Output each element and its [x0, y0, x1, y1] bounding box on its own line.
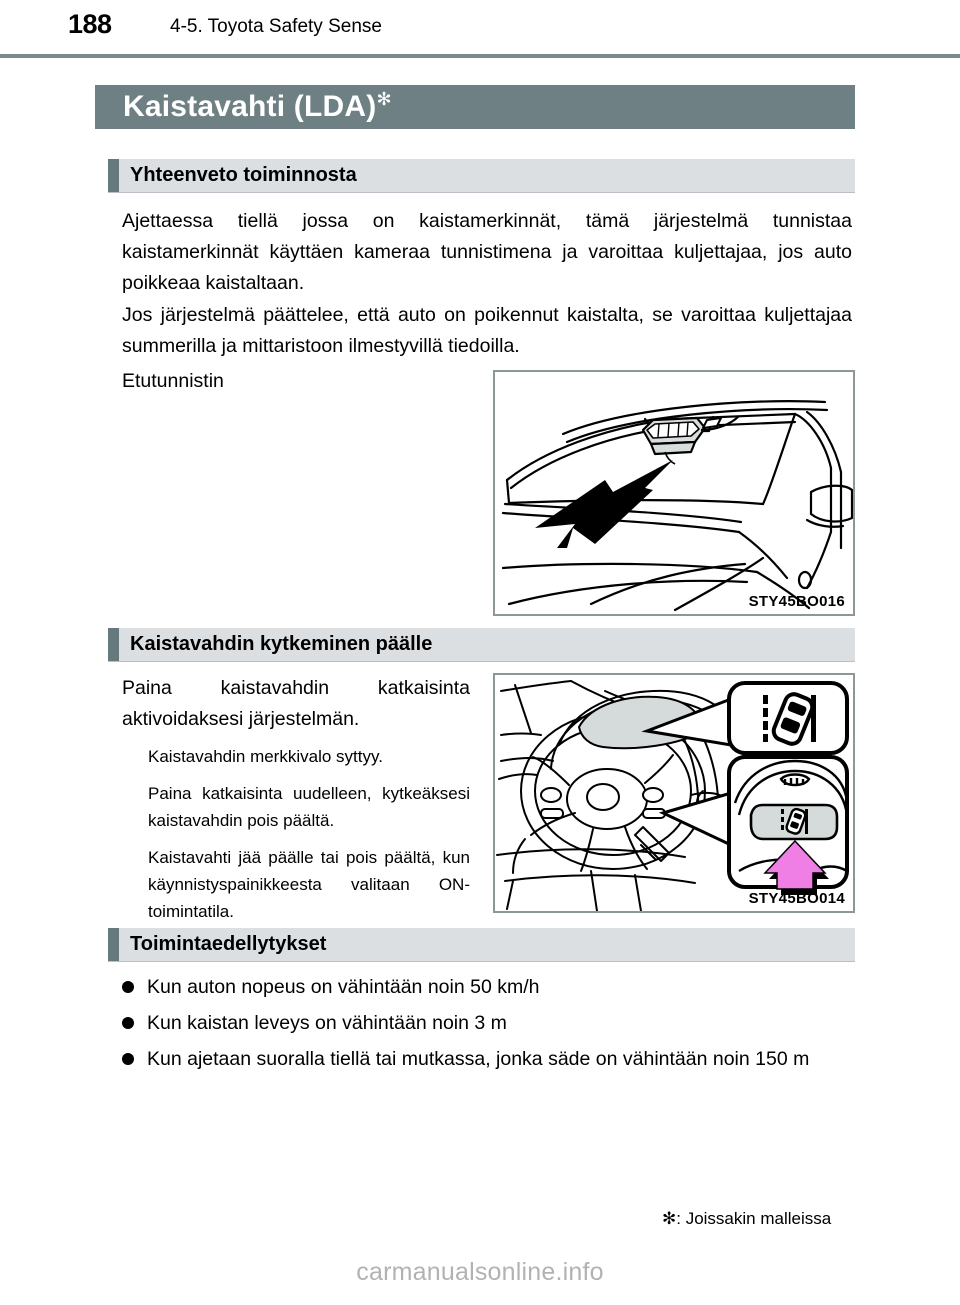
page-title-bar: [95, 85, 855, 129]
page-header: [0, 0, 960, 56]
bullet-dot-icon: [122, 1053, 134, 1065]
switching-on-paragraph-1: Paina kaistavahdin katkaisinta aktivoidaksesi järjestelmän.: [122, 677, 470, 730]
page-title: [123, 89, 392, 124]
lda-switch-button: [751, 805, 837, 839]
pointer-arrow: [535, 460, 673, 548]
overview-paragraph-1: Ajettaessa tiellä jossa on kaistamerkinnät, tämä järjestelmä tunnistaa kaistamerkinnät käyttäen kameraa tunnistimena ja varoittaa kuljettajaa, jos auto poikkeaa kaistaltaan.: [122, 210, 852, 294]
list-item-label: Kun auton nopeus on vähintään noin 50 km/h: [147, 976, 540, 998]
switching-on-subparagraph-3: Kaistavahti jää päälle tai pois päältä, kun käynnistyspainikkeesta valitaan ON-toimintatila.: [148, 848, 470, 921]
list-item-label: Kun kaistan leveys on vähintään noin 3 m: [147, 1012, 507, 1034]
switching-on-subparagraph-1: Kaistavahdin merkkivalo syttyy.: [148, 747, 383, 766]
chapter-title: 4-5. Toyota Safety Sense: [170, 16, 382, 37]
front-sensor-label: Etutunnistin: [122, 370, 224, 392]
section-heading-label: Toimintaedellytykset: [130, 933, 327, 955]
page-number: 188: [68, 9, 112, 39]
section-heading-label: Kaistavahdin kytkeminen päälle: [130, 633, 433, 655]
section-header-switching-on: [108, 628, 855, 662]
footnote: ✻: Joissakin malleissa: [662, 1209, 832, 1228]
figure-lda-switch: [493, 673, 855, 913]
figure-lda-switch-illustration: [495, 675, 853, 911]
overview-paragraph-2: Jos järjestelmä päättelee, että auto on poikennut kaistalta, se varoittaa kuljettajaa summerilla ja mittaristoon ilmestyvillä tiedoilla.: [122, 304, 852, 357]
page-title-label: Kaistavahti (LDA): [123, 90, 377, 123]
page-title-superscript: ✻: [376, 89, 392, 109]
section-header-overview: [108, 159, 855, 193]
camera-sensor-unit: [643, 416, 739, 464]
section-accent-bar: [108, 159, 119, 192]
switching-on-subparagraph-2: Paina katkaisinta uudelleen, kytkeäksesi kaistavahdin pois päältä.: [148, 784, 470, 830]
header-rule: [0, 54, 960, 58]
section-heading-label: Yhteenveto toiminnosta: [130, 164, 357, 186]
list-item: [122, 972, 852, 1003]
list-item-label: Kun ajetaan suoralla tiellä tai mutkassa, jonka säde on vähintään noin 150 m: [147, 1048, 810, 1070]
figure-front-sensor: [493, 370, 855, 616]
list-item: [122, 1008, 852, 1039]
site-watermark: carmanualsonline.info: [356, 1258, 604, 1286]
figure-caption: STY45BO014: [748, 890, 845, 907]
section-accent-bar: [108, 928, 119, 961]
figure-front-sensor-illustration: [495, 372, 853, 614]
section-header-operating-conditions: [108, 928, 855, 962]
bullet-dot-icon: [122, 981, 134, 993]
figure-caption: STY45BO016: [748, 593, 845, 610]
bullet-dot-icon: [122, 1017, 134, 1029]
list-item: [122, 1044, 852, 1075]
section-accent-bar: [108, 628, 119, 661]
